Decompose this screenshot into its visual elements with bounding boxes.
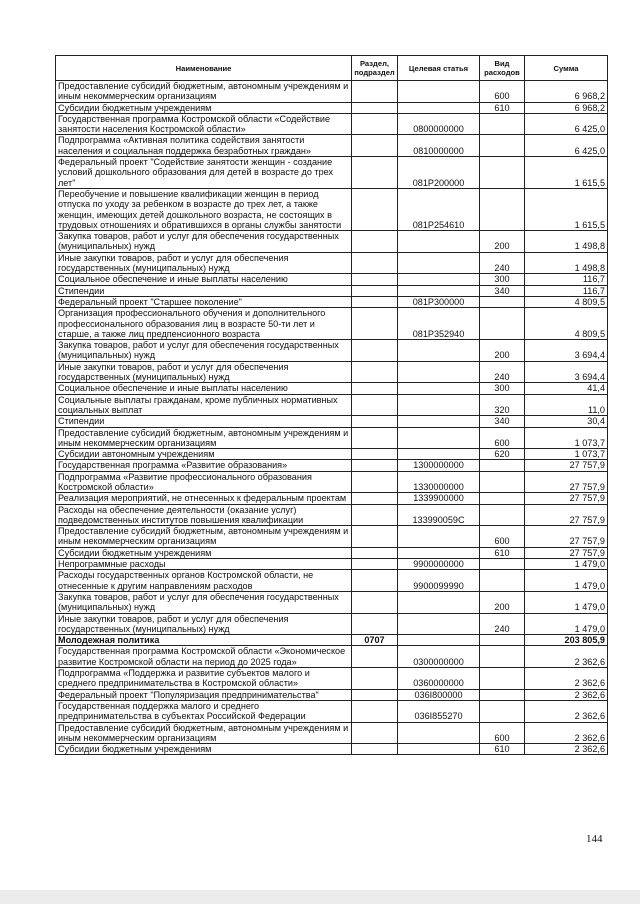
page-number: 144: [586, 833, 603, 845]
table-row: [56, 81, 608, 103]
cell-vid: 600: [480, 81, 525, 103]
table-row: [56, 744, 608, 755]
cell-tgt: 1300000000: [398, 460, 480, 471]
cell-sum: 11,0: [525, 394, 608, 416]
cell-tgt: 0800000000: [398, 113, 480, 135]
table-row: [56, 547, 608, 558]
cell-name: Предоставление субсидий бюджетным, автономным учреждениям и иным некоммерческим организациям: [56, 722, 352, 744]
cell-vid: [480, 700, 525, 722]
cell-name: Субсидии бюджетным учреждениям: [56, 102, 352, 113]
table-row: [56, 252, 608, 274]
table-row: [56, 135, 608, 157]
cell-name: Организация профессионального обучения и дополнительного профессионального образования лиц в возрасте 50-ти лет и старше, а также лиц предпенсионного возраста: [56, 308, 352, 340]
cell-tgt: [398, 416, 480, 427]
cell-vid: 200: [480, 231, 525, 253]
table-row: [56, 591, 608, 613]
cell-tgt: [398, 613, 480, 635]
cell-name: Расходы государственных органов Костромской области, не отнесенные к другим направлениям расходов: [56, 570, 352, 592]
cell-vid: [480, 113, 525, 135]
cell-vid: 610: [480, 744, 525, 755]
cell-tgt: 081P254610: [398, 188, 480, 230]
table-row: [56, 427, 608, 449]
table-row: [56, 635, 608, 646]
cell-sum: 27 757,9: [525, 547, 608, 558]
cell-vid: [480, 635, 525, 646]
cell-name: Предоставление субсидий бюджетным, автономным учреждениям и иным некоммерческим организациям: [56, 526, 352, 548]
cell-vid: [480, 689, 525, 700]
cell-tgt: [398, 102, 480, 113]
cell-tgt: [398, 591, 480, 613]
cell-sec: [352, 646, 398, 668]
cell-name: Закупка товаров, работ и услуг для обеспечения государственных (муниципальных) нужд: [56, 591, 352, 613]
cell-tgt: 9900000000: [398, 559, 480, 570]
cell-sec: [352, 559, 398, 570]
cell-tgt: [398, 383, 480, 394]
cell-sum: 2 362,6: [525, 744, 608, 755]
cell-name: Субсидии автономным учреждениям: [56, 449, 352, 460]
cell-name: Подпрограмма «Поддержка и развитие субъектов малого и среднего предпринимательства в Костромской области»: [56, 668, 352, 690]
cell-sec: [352, 231, 398, 253]
cell-sum: 1 073,7: [525, 427, 608, 449]
cell-sum: 1 498,8: [525, 252, 608, 274]
cell-name: Непрограммные расходы: [56, 559, 352, 570]
table-row: [56, 416, 608, 427]
table-row: [56, 113, 608, 135]
cell-tgt: [398, 274, 480, 285]
cell-tgt: 0360000000: [398, 668, 480, 690]
cell-sec: [352, 340, 398, 362]
table-row: [56, 231, 608, 253]
cell-vid: 200: [480, 591, 525, 613]
cell-name: Предоставление субсидий бюджетным, автономным учреждениям и иным некоммерческим организациям: [56, 427, 352, 449]
table-row: [56, 308, 608, 340]
cell-tgt: 081P300000: [398, 296, 480, 307]
cell-sec: [352, 722, 398, 744]
cell-vid: 610: [480, 102, 525, 113]
table-row: [56, 394, 608, 416]
cell-sum: 1 615,5: [525, 188, 608, 230]
cell-sec: [352, 504, 398, 526]
cell-vid: 200: [480, 340, 525, 362]
table-row: [56, 668, 608, 690]
cell-name: Государственная программа Костромской области «Экономическое развитие Костромской области на период до 2025 года»: [56, 646, 352, 668]
cell-tgt: [398, 744, 480, 755]
cell-tgt: [398, 722, 480, 744]
cell-tgt: [398, 547, 480, 558]
cell-sum: 6 425,0: [525, 113, 608, 135]
cell-vid: 620: [480, 449, 525, 460]
cell-sum: 27 757,9: [525, 471, 608, 493]
header-name: Наименование: [56, 56, 352, 81]
cell-vid: [480, 471, 525, 493]
cell-sum: 116,7: [525, 274, 608, 285]
cell-name: Расходы на обеспечение деятельности (оказание услуг) подведомственных институтов повышения квалификации: [56, 504, 352, 526]
cell-sec: [352, 188, 398, 230]
cell-name: Закупка товаров, работ и услуг для обеспечения государственных (муниципальных) нужд: [56, 231, 352, 253]
cell-vid: 340: [480, 416, 525, 427]
cell-name: Государственная программа «Развитие образования»: [56, 460, 352, 471]
table-row: [56, 493, 608, 504]
cell-sum: 1 073,7: [525, 449, 608, 460]
table-row: [56, 722, 608, 744]
cell-tgt: [398, 394, 480, 416]
table-row: [56, 340, 608, 362]
table-row: [56, 559, 608, 570]
cell-sum: 2 362,6: [525, 722, 608, 744]
table-row: [56, 570, 608, 592]
cell-name: Государственная программа Костромской области «Содействие занятости населения Костромской области»: [56, 113, 352, 135]
cell-name: Иные закупки товаров, работ и услуг для обеспечения государственных (муниципальных) нужд: [56, 361, 352, 383]
cell-sum: 1 498,8: [525, 231, 608, 253]
cell-tgt: 081P352940: [398, 308, 480, 340]
cell-sum: 2 362,6: [525, 668, 608, 690]
cell-sum: 116,7: [525, 285, 608, 296]
cell-name: Реализация мероприятий, не отнесенных к федеральным проектам: [56, 493, 352, 504]
cell-name: Закупка товаров, работ и услуг для обеспечения государственных (муниципальных) нужд: [56, 340, 352, 362]
cell-sec: [352, 308, 398, 340]
cell-sec: [352, 668, 398, 690]
cell-tgt: 1339900000: [398, 493, 480, 504]
table-row: [56, 274, 608, 285]
cell-name: Социальные выплаты гражданам, кроме публичных нормативных социальных выплат: [56, 394, 352, 416]
cell-tgt: [398, 340, 480, 362]
budget-table: [55, 55, 608, 755]
cell-sum: 2 362,6: [525, 689, 608, 700]
cell-tgt: 081P200000: [398, 157, 480, 189]
cell-sec: [352, 361, 398, 383]
cell-sum: 27 757,9: [525, 504, 608, 526]
cell-vid: 240: [480, 361, 525, 383]
cell-vid: [480, 570, 525, 592]
cell-name: Иные закупки товаров, работ и услуг для обеспечения государственных (муниципальных) нужд: [56, 613, 352, 635]
cell-sec: [352, 427, 398, 449]
cell-vid: 600: [480, 526, 525, 548]
cell-vid: [480, 460, 525, 471]
cell-vid: [480, 308, 525, 340]
cell-sum: 41,4: [525, 383, 608, 394]
cell-tgt: [398, 361, 480, 383]
table-row: [56, 383, 608, 394]
scan-edge-strip: [0, 890, 640, 904]
cell-sec: [352, 416, 398, 427]
cell-name: Стипендии: [56, 416, 352, 427]
cell-vid: [480, 157, 525, 189]
table-row: [56, 188, 608, 230]
cell-tgt: 133990059С: [398, 504, 480, 526]
cell-vid: [480, 504, 525, 526]
cell-sum: 6 425,0: [525, 135, 608, 157]
cell-vid: [480, 559, 525, 570]
table-row: [56, 471, 608, 493]
cell-sec: [352, 471, 398, 493]
header-sum: Сумма: [525, 56, 608, 81]
cell-name: Федеральный проект "Содействие занятости женщин - создание условий дошкольного образования для детей в возрасте до трех лет": [56, 157, 352, 189]
cell-sec: [352, 744, 398, 755]
cell-vid: 600: [480, 722, 525, 744]
cell-sum: 2 362,6: [525, 646, 608, 668]
cell-sec: [352, 613, 398, 635]
cell-vid: [480, 296, 525, 307]
cell-vid: 300: [480, 274, 525, 285]
cell-vid: 300: [480, 383, 525, 394]
cell-name: Подпрограмма «Активная политика содействия занятости населения и социальная поддержка безработных граждан»: [56, 135, 352, 157]
cell-name: Молодежная политика: [56, 635, 352, 646]
cell-sec: [352, 113, 398, 135]
cell-sec: [352, 274, 398, 285]
cell-name: Социальное обеспечение и иные выплаты населению: [56, 383, 352, 394]
cell-sum: 3 694,4: [525, 361, 608, 383]
cell-tgt: [398, 635, 480, 646]
table-body: [56, 81, 608, 755]
cell-sum: 27 757,9: [525, 493, 608, 504]
table-row: [56, 361, 608, 383]
cell-vid: 600: [480, 427, 525, 449]
cell-sum: 203 805,9: [525, 635, 608, 646]
cell-sec: [352, 526, 398, 548]
table-row: [56, 285, 608, 296]
cell-tgt: [398, 81, 480, 103]
cell-sum: 1 479,0: [525, 613, 608, 635]
cell-tgt: 0810000000: [398, 135, 480, 157]
cell-sum: 30,4: [525, 416, 608, 427]
cell-vid: [480, 135, 525, 157]
cell-tgt: [398, 231, 480, 253]
cell-vid: [480, 188, 525, 230]
cell-name: Федеральный проект "Популяризация предпринимательства": [56, 689, 352, 700]
cell-sec: [352, 591, 398, 613]
cell-sec: [352, 252, 398, 274]
cell-sum: 3 694,4: [525, 340, 608, 362]
cell-tgt: [398, 252, 480, 274]
cell-vid: [480, 646, 525, 668]
cell-tgt: [398, 285, 480, 296]
cell-sec: [352, 689, 398, 700]
cell-tgt: 036I855270: [398, 700, 480, 722]
table-row: [56, 613, 608, 635]
cell-tgt: [398, 427, 480, 449]
cell-sec: [352, 394, 398, 416]
header-vid: Вид расходов: [480, 56, 525, 81]
cell-sum: 2 362,6: [525, 700, 608, 722]
cell-sec: [352, 570, 398, 592]
cell-name: Стипендии: [56, 285, 352, 296]
cell-name: Иные закупки товаров, работ и услуг для обеспечения государственных (муниципальных) нужд: [56, 252, 352, 274]
cell-sec: 0707: [352, 635, 398, 646]
cell-name: Переобучение и повышение квалификации женщин в период отпуска по уходу за ребенком в возрасте до трех лет, а также женщин, имеющих детей дошкольного возраста, не состоящих в трудовых отношениях и обратившихся в органы службы занятости: [56, 188, 352, 230]
cell-vid: 320: [480, 394, 525, 416]
cell-name: Подпрограмма «Развитие профессионального образования Костромской области»: [56, 471, 352, 493]
cell-sec: [352, 102, 398, 113]
table-row: [56, 296, 608, 307]
cell-sum: 6 968,2: [525, 81, 608, 103]
cell-sum: 1 479,0: [525, 559, 608, 570]
cell-vid: 240: [480, 613, 525, 635]
cell-tgt: 0300000000: [398, 646, 480, 668]
cell-tgt: 036I800000: [398, 689, 480, 700]
cell-sum: 1 615,5: [525, 157, 608, 189]
cell-vid: [480, 493, 525, 504]
cell-sec: [352, 81, 398, 103]
cell-sum: 6 968,2: [525, 102, 608, 113]
cell-name: Государственная поддержка малого и среднего предпринимательства в субъектах Российской Федерации: [56, 700, 352, 722]
cell-sum: 1 479,0: [525, 591, 608, 613]
cell-sec: [352, 547, 398, 558]
cell-sum: 4 809,5: [525, 296, 608, 307]
cell-vid: 240: [480, 252, 525, 274]
header-section: Раздел, подраздел: [352, 56, 398, 81]
cell-tgt: 9900099990: [398, 570, 480, 592]
cell-sec: [352, 493, 398, 504]
cell-name: Субсидии бюджетным учреждениям: [56, 744, 352, 755]
table-header-row: [56, 56, 608, 81]
cell-sec: [352, 135, 398, 157]
cell-vid: 610: [480, 547, 525, 558]
cell-sec: [352, 449, 398, 460]
table-row: [56, 102, 608, 113]
table-row: [56, 646, 608, 668]
cell-sec: [352, 157, 398, 189]
cell-tgt: [398, 526, 480, 548]
cell-sec: [352, 285, 398, 296]
cell-tgt: [398, 449, 480, 460]
cell-sec: [352, 296, 398, 307]
cell-tgt: 1330000000: [398, 471, 480, 493]
cell-sum: 27 757,9: [525, 460, 608, 471]
table-row: [56, 700, 608, 722]
cell-vid: [480, 668, 525, 690]
cell-name: Социальное обеспечение и иные выплаты населению: [56, 274, 352, 285]
cell-vid: 340: [480, 285, 525, 296]
table-row: [56, 460, 608, 471]
cell-name: Субсидии бюджетным учреждениям: [56, 547, 352, 558]
cell-sum: 27 757,9: [525, 526, 608, 548]
table-row: [56, 504, 608, 526]
table-row: [56, 157, 608, 189]
cell-sec: [352, 700, 398, 722]
cell-name: Федеральный проект "Старшее поколение": [56, 296, 352, 307]
cell-sum: 4 809,5: [525, 308, 608, 340]
header-target: Целевая статья: [398, 56, 480, 81]
cell-sec: [352, 460, 398, 471]
table-row: [56, 526, 608, 548]
table-row: [56, 449, 608, 460]
table-row: [56, 689, 608, 700]
cell-sec: [352, 383, 398, 394]
cell-sum: 1 479,0: [525, 570, 608, 592]
cell-name: Предоставление субсидий бюджетным, автономным учреждениям и иным некоммерческим организациям: [56, 81, 352, 103]
